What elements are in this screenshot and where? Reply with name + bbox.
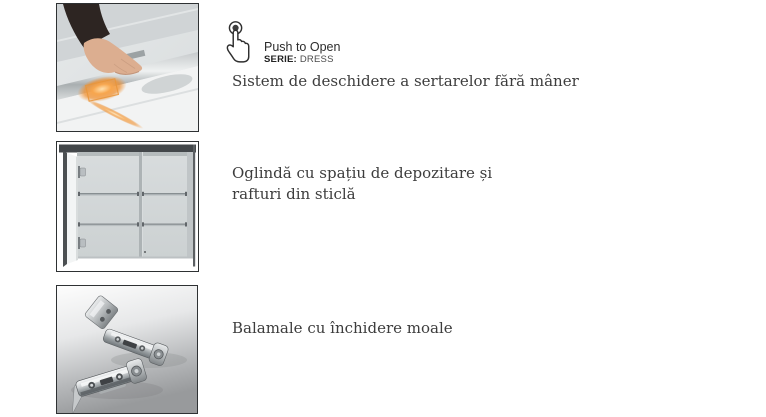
push-to-open-badge-text — [264, 40, 340, 65]
feature-description-hinges: Balamale cu închidere moale — [232, 319, 453, 337]
mirror-cabinet-photo — [56, 141, 199, 272]
hinges-illustration — [57, 286, 197, 413]
soft-close-hinges-photo — [56, 285, 198, 414]
drawer-photo-illustration — [57, 4, 198, 131]
push-to-open-icon — [221, 19, 253, 63]
push-to-open-badge — [221, 19, 340, 65]
badge-title: Push to Open — [264, 40, 341, 54]
badge-serie — [264, 54, 340, 65]
push-to-open-drawer-photo — [56, 3, 199, 132]
mirror-cabinet-illustration — [57, 142, 198, 271]
serie-label: SERIE: — [264, 54, 297, 65]
feature-description-mirror: Oglindă cu spațiu de depozitare și rafturi din sticlă — [232, 164, 493, 203]
feature-description-push-to-open: Sistem de deschidere a sertarelor fără mâner — [232, 72, 579, 90]
serie-value: DRESS — [299, 54, 334, 65]
open-mirror-door — [63, 151, 78, 267]
